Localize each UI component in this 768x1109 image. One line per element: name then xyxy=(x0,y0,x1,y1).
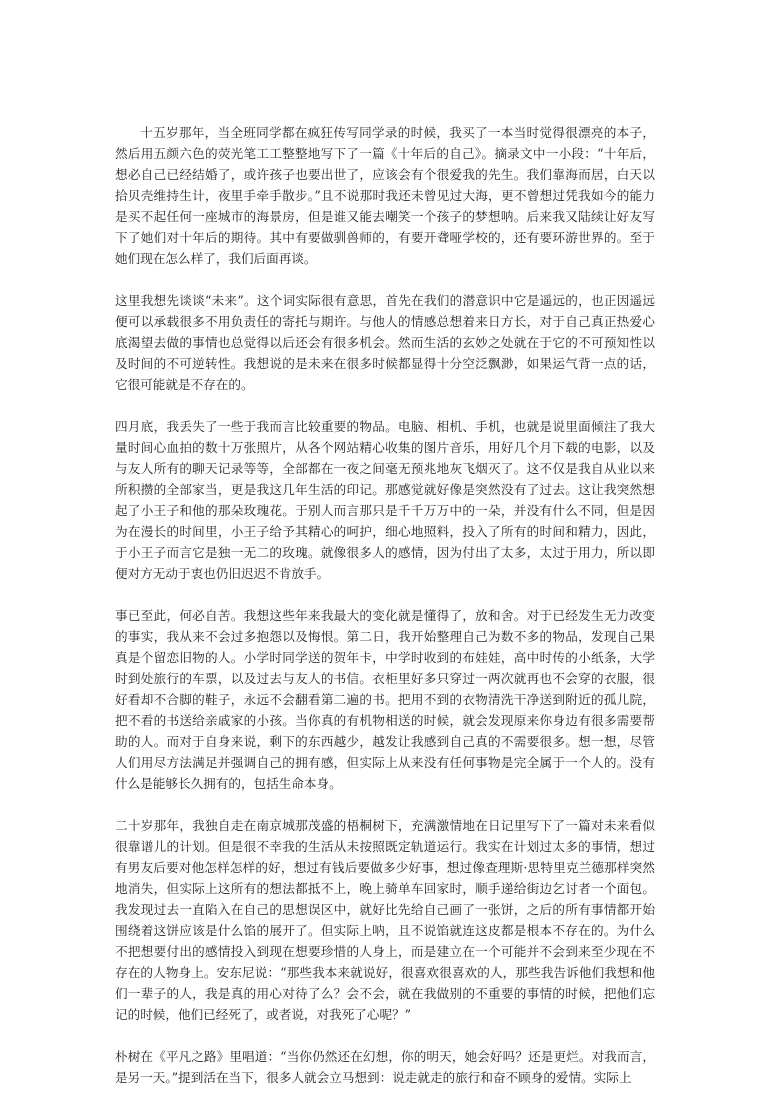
paragraph-3: 四月底，我丢失了一些于我而言比较重要的物品。电脑、相机、手机，也就是说里面倾注了我大量时间心血拍的数十万张照片，从各个网站精心收集的图片音乐，用好几个月下载的电影，以及与友人所有的聊天记录等等，全部都在一夜之间毫无预兆地灰飞烟灭了。这不仅是我自从业以来所积攒的全部家当，更是我这几年生活的印记。那感觉就好像是突然没有了过去。这让我突然想起了小王子和他的那朵玫瑰花。于别人而言那只是千千万万中的一朵，并没有什么不同，但是因为在漫长的时间里，小王子给予其精心的呵护，细心地照料，投入了所有的时间和精力，因此，于小王子而言它是独一无二的玫瑰。就像很多人的感情，因为付出了太多，太过于用力，所以即便对方无动于衷也仍旧迟迟不肯放手。 xyxy=(115,419,655,581)
paragraph-2: 这里我想先谈谈“未来”。这个词实际很有意思，首先在我们的潜意识中它是遥远的，也正因遥远便可以承载很多不用负责任的寄托与期许。与他人的情感总想着来日方长，对于自己真正热爱心底渴望去做的事情也总觉得以后还会有很多机会。然而生活的玄妙之处就在于它的不可预知性以及时间的不可逆转性。我想说的是未来在很多时候都显得十分空泛飘渺，如果运气背一点的话，它很可能就是不存在的。 xyxy=(115,293,655,392)
paragraph-1: 十五岁那年，当全班同学都在疯狂传写同学录的时候，我买了一本当时觉得很漂亮的本子，然后用五颜六色的荧光笔工工整整地写下了一篇《十年后的自己》。摘录文中一小段：“十年后，想必自己已经结婚了，或许孩子也要出世了，应该会有个很爱我的先生。我们靠海而居，白天以拾贝壳维持生计，夜里手牵手散步。”且不说那时我还未曾见过大海，更不曾想过凭我如今的能力是买不起任何一座城市的海景房，但是谁又能去嘲笑一个孩子的梦想呐。后来我又陆续让好友写下了她们对十年后的期待。其中有要做驯兽师的，有要开聋哑学校的，还有要环游世界的。至于她们现在怎么样了，我们后面再谈。 xyxy=(115,125,655,266)
paragraph-4: 事已至此，何必自苦。我想这些年来我最大的变化就是懂得了，放和舍。对于已经发生无力改变的事实，我从来不会过多抱怨以及悔恨。第二日，我开始整理自己为数不多的物品，发现自己果真是个留恋旧物的人。小学时同学送的贺年卡，中学时收到的布娃娃，高中时传的小纸条，大学时到处旅行的车票，以及过去与友人的书信。衣柜里好多只穿过一两次就再也不会穿的衣服，很好看却不合脚的鞋子，永远不会翻看第二遍的书。把用不到的衣物清洗干净送到附近的孤儿院，把不看的书送给亲戚家的小孩。当你真的有机物相送的时候，就会发现原来你身边有很多需要帮助的人。而对于自身来说，剩下的东西越少，越发让我感到自己真的不需要很多。想一想，尽管人们用尽方法满足并强调自己的拥有感，但实际上从来没有任何事物是完全属于一个人的。没有什么是能够长久拥有的，包括生命本身。 xyxy=(115,608,655,791)
paragraph-6: 朴树在《平凡之路》里唱道：“当你仍然还在幻想，你的明天，她会好吗？还是更烂。对我而言，是另一天。”提到活在当下，很多人就会立马想到：说走就走的旅行和奋不顾身的爱情。实际上 xyxy=(115,1049,655,1085)
paragraph-5: 二十岁那年，我独自走在南京城那茂盛的梧桐树下，充满激情地在日记里写下了一篇对未来看似很靠谱儿的计划。但是很不幸我的生活从未按照既定轨道运行。我实在计划过太多的事情，想过有男友后要对他怎样怎样的好，想过有钱后要做多少好事，想过像查理斯·思特里克兰德那样突然地消失，但实际上这所有的想法都抵不上，晚上骑单车回家时，顺手递给街边乞讨者一个面包。我发现过去一直陷入在自己的思想误区中，就好比先给自己画了一张饼，之后的所有事情都开始围绕着这饼应该是什么馅的展开了。但实际上呐，且不说馅就连这皮都是根本不存在的。为什么不把想要付出的感情投入到现在想要珍惜的人身上，而是建立在一个可能并不会到来至少现在不存在的人物身上。安东尼说：“那些我本来就说好，很喜欢很喜欢的人，那些我告诉他们我想和他们一辈子的人，我是真的用心对待了么？会不会，就在我做别的不重要的事情的时候，把他们忘记的时候，他们已经死了，或者说，对我死了心呢？” xyxy=(115,818,655,1022)
document-body xyxy=(115,122,655,1109)
